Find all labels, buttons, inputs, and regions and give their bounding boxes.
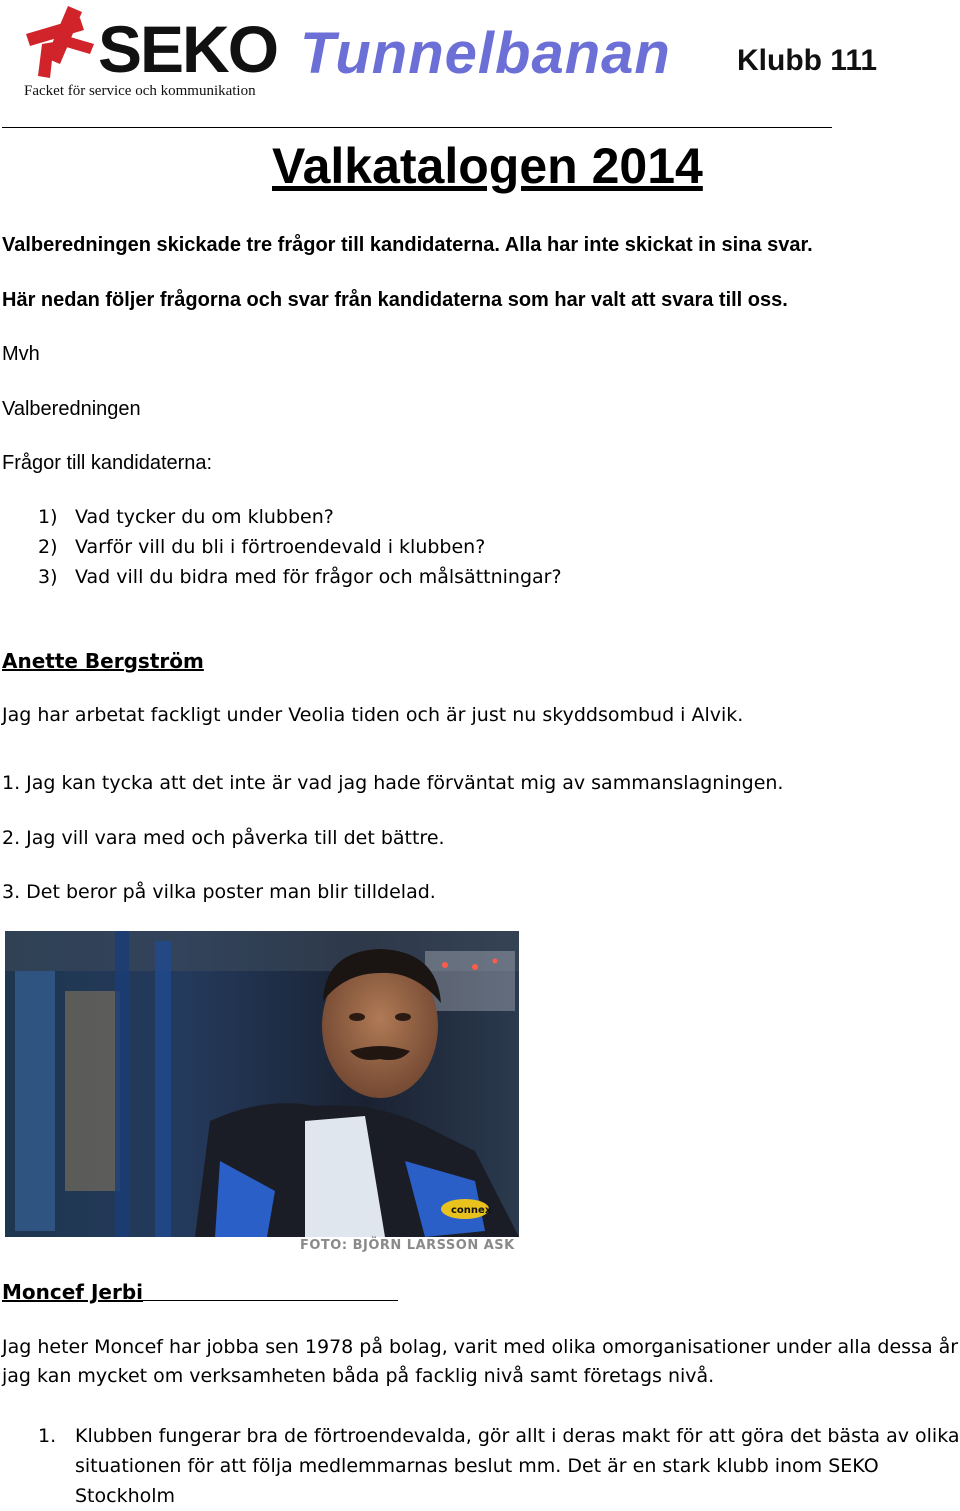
list-item-number: 1. — [38, 1425, 57, 1447]
answer-1: 1. Jag kan tycka att det inte är vad jag hade förväntat mig av sammanslagningen. — [2, 772, 784, 794]
seko-tagline: Facket för service och kommunikation — [24, 83, 256, 99]
candidate-photo — [5, 931, 519, 1237]
header-divider — [2, 127, 832, 128]
candidate-name: Moncef Jerbi — [2, 1280, 144, 1304]
tunnelbanan-wordmark: Tunnelbanan — [300, 21, 671, 86]
name-underline-rule — [132, 1300, 398, 1301]
candidate-intro: Jag har arbetat fackligt under Veolia tiden och är just nu skyddsombud i Alvik. — [2, 704, 744, 726]
list-item: Vad vill du bidra med för frågor och målsättningar? — [75, 566, 562, 588]
photo-credit: FOTO: BJÖRN LARSSON ASK — [300, 1238, 515, 1253]
questions-heading: Frågor till kandidaterna: — [2, 452, 213, 474]
list-item: Vad tycker du om klubben? — [75, 506, 334, 528]
club-label: Klubb 111 — [737, 44, 878, 77]
document-title: Valkatalogen 2014 — [272, 138, 703, 194]
answer-3: 3. Det beror på vilka poster man blir tilldelad. — [2, 881, 436, 903]
seko-logo-icon — [20, 4, 98, 82]
signature: Valberedningen — [2, 398, 141, 420]
list-item-number: 3) — [38, 566, 58, 588]
jacket-logo-text: connex — [451, 1205, 492, 1216]
candidate-name: Anette Bergström — [2, 649, 204, 673]
seko-wordmark: SEKO — [98, 12, 278, 86]
candidate-intro: Jag heter Moncef har jobba sen 1978 på bolag, varit med olika omorganisationer under alla dessa år jag kan mycket om verksamheten båda på facklig nivå samt företags nivå. — [2, 1336, 959, 1387]
letterhead — [0, 0, 960, 130]
intro-line-2: Här nedan följer frågorna och svar från kandidaterna som har valt att svara till oss. — [2, 289, 788, 311]
greeting: Mvh — [2, 343, 40, 365]
answer-2: 2. Jag vill vara med och påverka till det bättre. — [2, 827, 445, 849]
list-item: Varför vill du bli i förtroendevald i klubben? — [75, 536, 486, 558]
list-item-number: 1) — [38, 506, 58, 528]
list-item: Klubben fungerar bra de förtroendevalda, gör allt i deras makt för att göra det bästa av olika situationen för att följa medlemmarnas beslut mm. Det är en stark klubb inom SEKO Stockholm — [75, 1425, 960, 1507]
list-item-number: 2) — [38, 536, 58, 558]
intro-line-1: Valberedningen skickade tre frågor till kandidaterna. Alla har inte skickat in sina svar. — [2, 234, 813, 256]
